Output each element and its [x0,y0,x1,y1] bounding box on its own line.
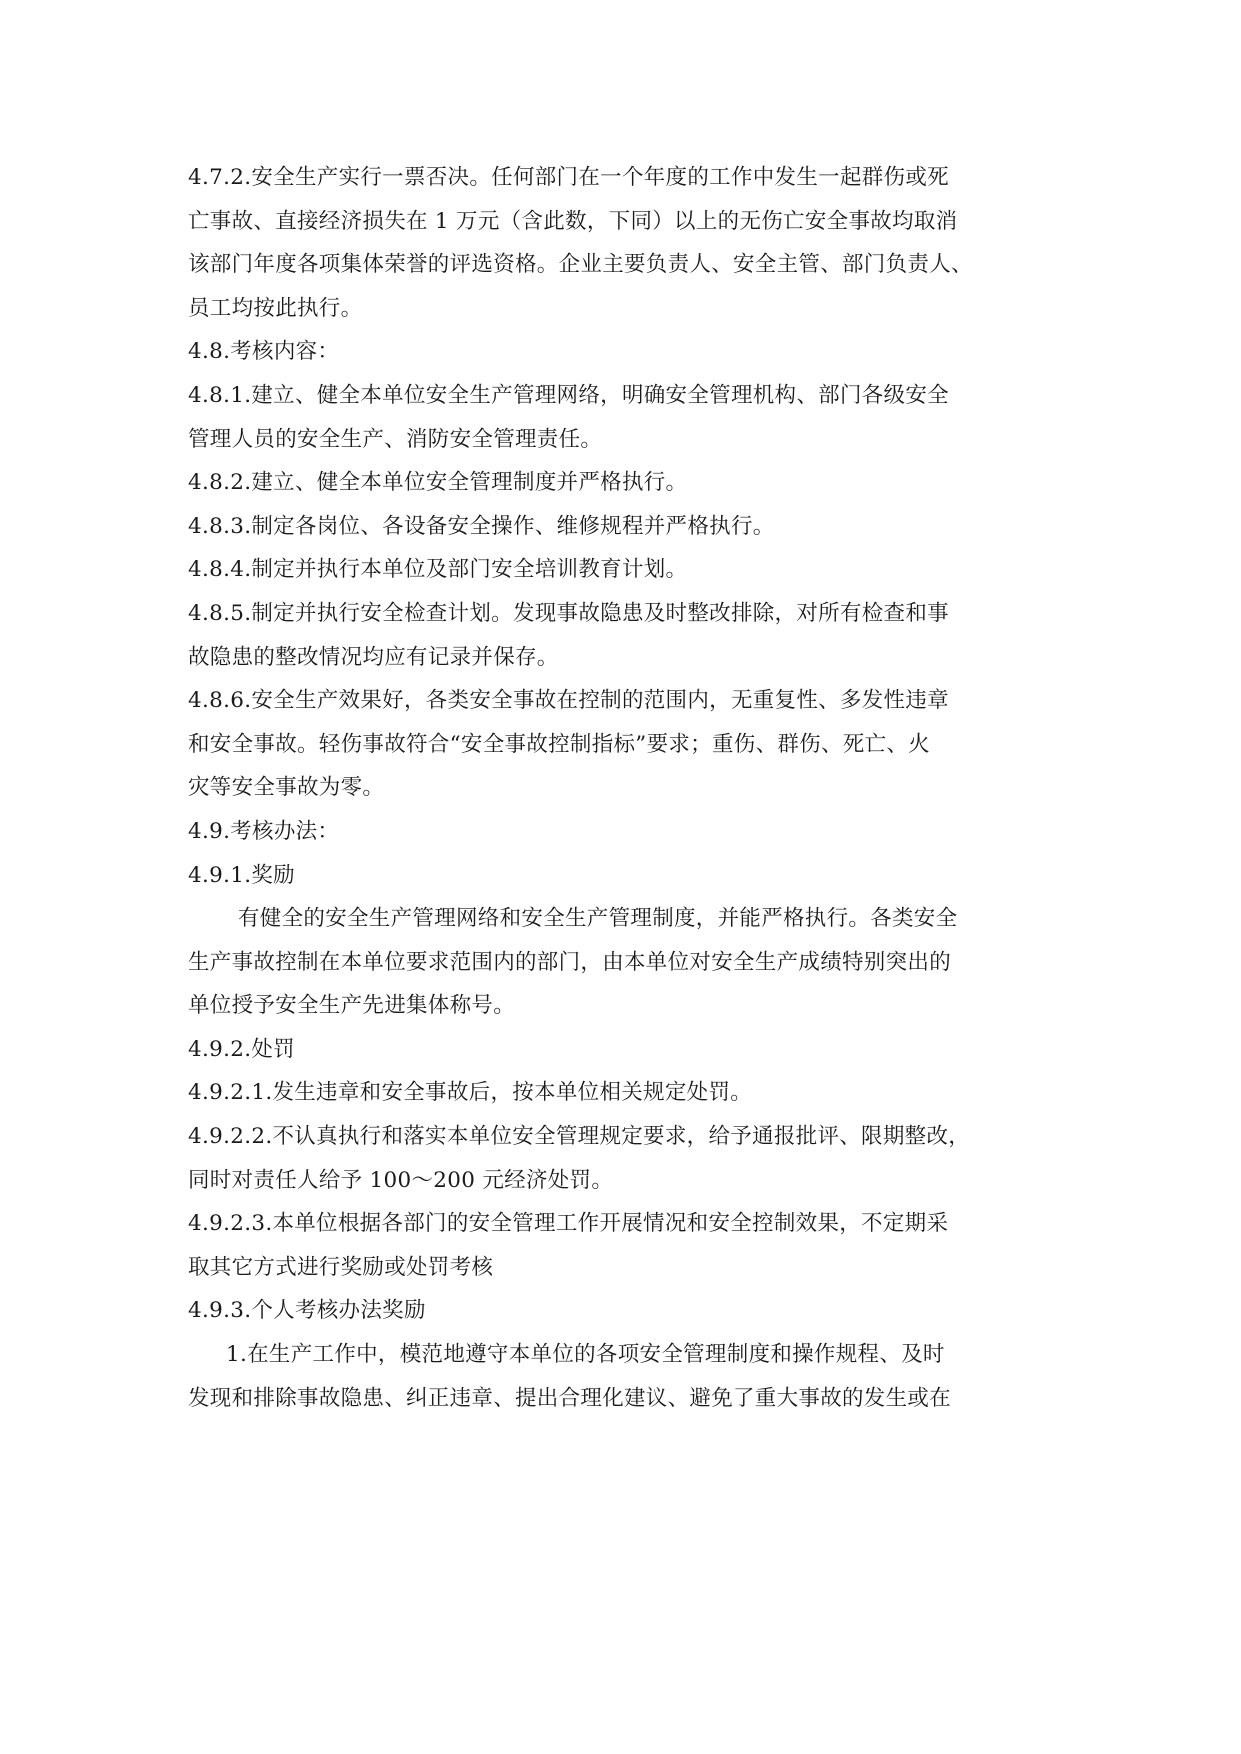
text-line: 亡事故、直接经济损失在 1 万元（含此数，下同）以上的无伤亡安全事故均取消 [188,208,958,234]
text-line: 4.9.2.处罚 [188,1036,295,1062]
text-line: 生产事故控制在本单位要求范围内的部门，由本单位对安全生产成绩特别突出的 [188,949,952,975]
text-line: 4.8.1.建立、健全本单位安全生产管理网络，明确安全管理机构、部门各级安全 [188,382,949,408]
text-line: 4.8.4.制定并执行本单位及部门安全培训教育计划。 [188,557,688,583]
text-line: 4.7.2.安全生产实行一票否决。任何部门在一个年度的工作中发生一起群伤或死 [188,165,949,190]
text-line: 灾等安全事故为零。 [188,775,385,801]
text-line: 4.9.2.2.不认真执行和落实本单位安全管理规定要求，给予通报批评、限期整改， [188,1124,971,1150]
text-line: 4.8.6.安全生产效果好，各类安全事故在控制的范围内，无重复性、多发性违章 [188,688,949,714]
text-line: 4.9.1.奖励 [188,862,295,888]
text-line: 取其它方式进行奖励或处罚考核 [188,1254,494,1280]
text-line: 4.8.5.制定并执行安全检查计划。发现事故隐患及时整改排除，对所有检查和事 [188,600,949,626]
text-line: 4.8.2.建立、健全本单位安全管理制度并严格执行。 [188,470,688,496]
text-line: 发现和排除事故隐患、纠正违章、提出合理化建议、避免了重大事故的发生或在 [188,1385,952,1411]
text-line: 管理人员的安全生产、消防安全管理责任。 [188,426,603,452]
text-line: 有健全的安全生产管理网络和安全生产管理制度，并能严格执行。各类安全 [238,906,958,932]
text-line: 员工均按此执行。 [188,295,363,321]
text-line: 4.8.3.制定各岗位、各设备安全操作、维修规程并严格执行。 [188,513,775,539]
text-line: 同时对责任人给予 100～200 元经济处罚。 [188,1167,614,1193]
document-body [188,160,1088,1424]
text-line: 4.9.3.个人考核办法奖励 [188,1298,426,1324]
text-line: 1.在生产工作中，模范地遵守本单位的各项安全管理制度和操作规程、及时 [226,1342,945,1368]
text-line: 4.8.考核内容： [188,339,340,365]
text-line: 4.9.2.1.发生违章和安全事故后，按本单位相关规定处罚。 [188,1080,753,1106]
text-line: 4.9.考核办法： [188,818,340,844]
text-line: 该部门年度各项集体荣誉的评选资格。企业主要负责人、安全主管、部门负责人、 [188,252,973,278]
text-line: 和安全事故。轻伤事故符合“安全事故控制指标”要求；重伤、群伤、死亡、火 [188,731,930,757]
text-line: 单位授予安全生产先进集体称号。 [188,993,516,1019]
text-line: 4.9.2.3.本单位根据各部门的安全管理工作开展情况和安全控制效果，不定期采 [188,1211,949,1237]
text-line: 故隐患的整改情况均应有记录并保存。 [188,644,559,670]
